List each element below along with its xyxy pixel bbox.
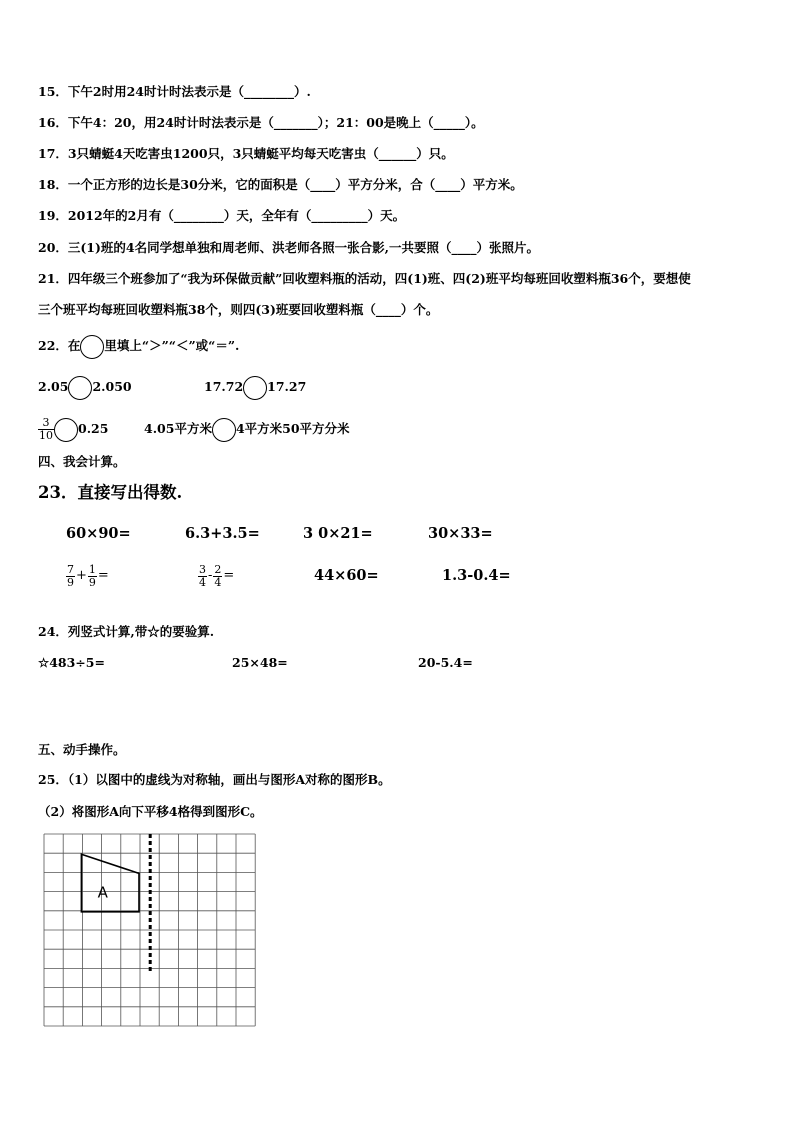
compare-item-a (38, 375, 132, 400)
fraction (38, 417, 54, 442)
operator: + (76, 568, 87, 583)
calc-item: 1.3-0.4= (442, 567, 511, 584)
operator: - (208, 568, 213, 583)
question-21-line-1: 21．四年级三个班参加了“我为环保做贡献”回收塑料瓶的活动，四(1)班、四(2)班平均每班回收塑料瓶36个，要想使 (38, 271, 691, 286)
compare-item-d (144, 417, 350, 442)
compare-circle-icon[interactable] (68, 376, 92, 400)
compare-right: 17.27 (267, 379, 307, 394)
question-20: 20．三(1)班的4名同学想单独和周老师、洪老师各照一张合影,一共要照（____）张照片。 (38, 240, 539, 255)
compare-item-b (204, 375, 306, 400)
shape-a (81, 854, 139, 912)
compare-right: 0.25 (78, 421, 109, 436)
compare-right: 4平方米50平方分米 (235, 421, 350, 436)
vertical-calc-item: ☆483÷5= (38, 655, 105, 670)
fraction-numerator: 7 (67, 562, 74, 576)
compare-circle-icon[interactable] (212, 418, 236, 442)
fraction-denominator: 4 (214, 575, 222, 589)
question-24-title: 24．列竖式计算,带☆的要验算. (38, 624, 215, 639)
calc-item: 6.3+3.5= (185, 525, 260, 542)
fraction (66, 564, 75, 589)
fraction (213, 564, 222, 589)
compare-left: 4.05平方米 (144, 421, 212, 436)
compare-left: 17.72 (204, 379, 244, 394)
fraction-numerator: 1 (88, 562, 96, 576)
question-23-title: 23．直接写出得数. (38, 483, 183, 502)
compare-right: 2.050 (92, 379, 132, 394)
calc-item: 30×33= (428, 525, 493, 542)
question-22-prefix: 22．在 (38, 338, 81, 353)
compare-left: 2.05 (38, 379, 69, 394)
compare-circle-icon (80, 335, 104, 359)
fraction-numerator: 2 (214, 562, 222, 576)
question-25-part-2: （2）将图形A向下平移4格得到图形C。 (38, 804, 263, 819)
vertical-calc-item: 25×48= (232, 655, 288, 670)
calc-item: 3 0×21= (303, 525, 373, 542)
fraction (198, 564, 207, 589)
question-21-line-2: 三个班平均每班回收塑料瓶38个，则四(3)班要回收塑料瓶（____）个。 (38, 302, 439, 317)
fraction-denominator: 4 (199, 575, 206, 589)
question-19: 19．2012年的2月有（________）天，全年有（_________）天。 (38, 208, 406, 223)
fraction-numerator: 3 (38, 417, 54, 430)
question-22-instruction (38, 334, 239, 359)
question-17: 17．3只蜻蜓4天吃害虫1200只，3只蜻蜓平均每天吃害虫（______）只。 (38, 146, 454, 161)
fraction (88, 564, 97, 589)
calc-item: 44×60= (314, 567, 379, 584)
shape-a-label: A (97, 883, 108, 902)
grid-figure[interactable] (42, 832, 262, 1032)
compare-item-c (38, 414, 108, 444)
section-4-heading: 四、我会计算。 (38, 454, 126, 469)
vertical-calc-item: 20-5.4= (418, 655, 473, 670)
equals-sign: = (223, 568, 235, 583)
fraction-denominator: 9 (67, 575, 74, 589)
compare-circle-icon[interactable] (243, 376, 267, 400)
question-22-suffix: 里填上“＞”“＜”或“＝”. (104, 338, 240, 353)
equals-sign: = (97, 568, 109, 583)
question-25-part-1: 25．（1）以图中的虚线为对称轴，画出与图形A对称的图形B。 (38, 772, 391, 787)
calc-fraction-item (198, 556, 235, 596)
fraction-numerator: 3 (199, 562, 206, 576)
question-15: 15．下午2时用24时计时法表示是（________）. (38, 84, 311, 99)
calc-fraction-item (66, 556, 110, 596)
section-5-heading: 五、动手操作。 (38, 742, 126, 757)
fraction-denominator: 10 (39, 429, 53, 442)
question-18: 18．一个正方形的边长是30分米，它的面积是（____）平方分米，合（____）平方米。 (38, 177, 523, 192)
fraction-denominator: 9 (88, 575, 96, 589)
question-16: 16．下午4：20，用24时计时法表示是（_______）；21：00是晚上（_____）。 (38, 115, 484, 130)
calc-item: 60×90= (66, 525, 131, 542)
compare-circle-icon[interactable] (54, 418, 78, 442)
